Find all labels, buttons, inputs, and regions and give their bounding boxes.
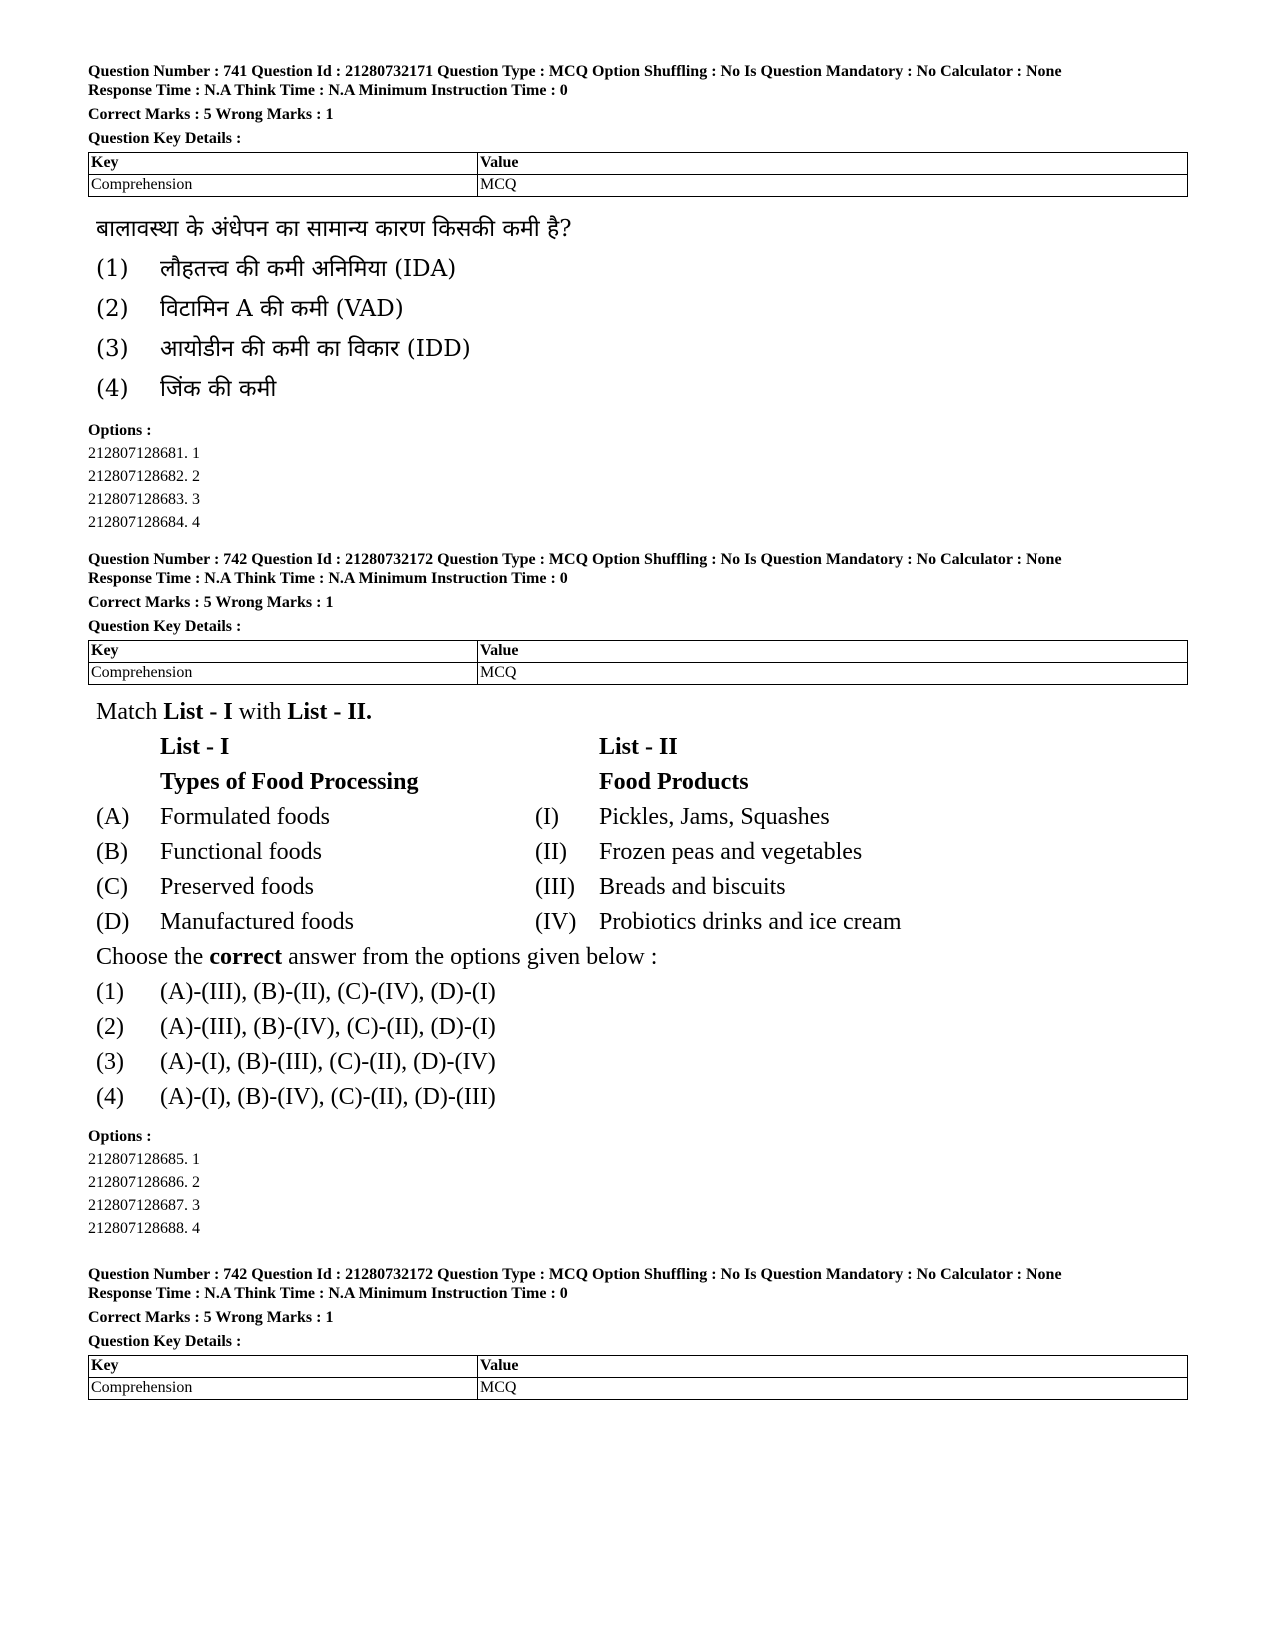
choice-row bbox=[96, 289, 1188, 329]
question-header bbox=[88, 1265, 1188, 1351]
list-one-title: List - I bbox=[160, 734, 230, 760]
choice-text: (A)-(I), (B)-(III), (C)-(II), (D)-(IV) bbox=[160, 1049, 496, 1075]
intro-list-one: List - I bbox=[163, 699, 233, 725]
choose-text: Choose the bbox=[96, 944, 210, 970]
table-header-row bbox=[89, 1356, 1188, 1378]
choose-emphasis: correct bbox=[209, 944, 283, 970]
key-header-cell: Key bbox=[89, 641, 478, 663]
list-one-subtitle: Types of Food Processing bbox=[160, 769, 419, 795]
option-id: 212807128685. 1 bbox=[88, 1151, 200, 1168]
option-id: 212807128687. 3 bbox=[88, 1197, 200, 1214]
match-left-label: (B) bbox=[96, 839, 128, 865]
choice-number: (1) bbox=[96, 979, 124, 1005]
choice-text: (A)-(III), (B)-(II), (C)-(IV), (D)-(I) bbox=[160, 979, 496, 1005]
choice-row bbox=[96, 1010, 1188, 1045]
intro-text: with bbox=[232, 699, 288, 725]
key-header-cell: Key bbox=[89, 153, 478, 175]
question-block-742-repeat bbox=[88, 1265, 1188, 1400]
match-left-label: (D) bbox=[96, 909, 130, 935]
value-cell: MCQ bbox=[478, 663, 1188, 685]
key-details-label: Question Key Details : bbox=[88, 1333, 242, 1350]
list-two-subtitle: Food Products bbox=[599, 769, 749, 795]
question-block-741 bbox=[88, 62, 1188, 534]
choice-row bbox=[96, 1045, 1188, 1080]
choice-number: (2) bbox=[96, 296, 129, 322]
choose-text: answer from the options given below : bbox=[282, 944, 658, 970]
question-text: बालावस्था के अंधेपन का सामान्य कारण किसकी कमी है? bbox=[96, 216, 572, 242]
match-left-text: Preserved foods bbox=[160, 874, 314, 900]
table-header-row bbox=[89, 153, 1188, 175]
choice-text: विटामिन A की कमी (VAD) bbox=[160, 296, 404, 322]
match-left-text: Manufactured foods bbox=[160, 909, 354, 935]
option-id: 212807128681. 1 bbox=[88, 445, 200, 462]
table-row bbox=[89, 1378, 1188, 1400]
key-details-table bbox=[88, 152, 1188, 197]
choice-row bbox=[96, 975, 1188, 1010]
choice-number: (4) bbox=[96, 376, 129, 402]
choice-text: (A)-(I), (B)-(IV), (C)-(II), (D)-(III) bbox=[160, 1084, 496, 1110]
choice-number: (1) bbox=[96, 256, 129, 282]
question-timing-line: Response Time : N.A Think Time : N.A Minimum Instruction Time : 0 bbox=[88, 82, 568, 99]
option-id: 212807128688. 4 bbox=[88, 1220, 200, 1237]
key-cell: Comprehension bbox=[89, 175, 478, 197]
choice-number: (4) bbox=[96, 1084, 124, 1110]
choice-row bbox=[96, 249, 1188, 289]
choice-row bbox=[96, 1080, 1188, 1115]
question-marks: Correct Marks : 5 Wrong Marks : 1 bbox=[88, 106, 334, 123]
list-title-row bbox=[96, 730, 1188, 765]
options-label: Options : bbox=[88, 422, 152, 439]
choice-text: जिंक की कमी bbox=[160, 376, 277, 402]
match-right-label: (I) bbox=[535, 804, 559, 830]
question-marks: Correct Marks : 5 Wrong Marks : 1 bbox=[88, 1309, 334, 1326]
option-id: 212807128682. 2 bbox=[88, 468, 200, 485]
match-row bbox=[96, 800, 1188, 835]
question-meta-line: Question Number : 742 Question Id : 21280732172 Question Type : MCQ Option Shuffling : No Is Question Mandatory : No Calculator : None bbox=[88, 1266, 1062, 1283]
value-cell: MCQ bbox=[478, 1378, 1188, 1400]
match-right-text: Frozen peas and vegetables bbox=[599, 839, 863, 865]
question-timing-line: Response Time : N.A Think Time : N.A Minimum Instruction Time : 0 bbox=[88, 1285, 568, 1302]
question-intro bbox=[96, 695, 1188, 730]
match-right-text: Breads and biscuits bbox=[599, 874, 786, 900]
choice-number: (2) bbox=[96, 1014, 124, 1040]
match-left-text: Functional foods bbox=[160, 839, 322, 865]
match-right-label: (IV) bbox=[535, 909, 577, 935]
key-details-label: Question Key Details : bbox=[88, 130, 242, 147]
match-row bbox=[96, 905, 1188, 940]
key-header-cell: Key bbox=[89, 1356, 478, 1378]
match-left-text: Formulated foods bbox=[160, 804, 330, 830]
question-body bbox=[96, 695, 1188, 1115]
choice-row bbox=[96, 329, 1188, 369]
match-right-label: (III) bbox=[535, 874, 575, 900]
choose-instruction bbox=[96, 940, 1188, 975]
question-body bbox=[96, 209, 1188, 409]
question-header bbox=[88, 62, 1188, 148]
value-header-cell: Value bbox=[478, 1356, 1188, 1378]
question-timing-line: Response Time : N.A Think Time : N.A Minimum Instruction Time : 0 bbox=[88, 570, 568, 587]
key-cell: Comprehension bbox=[89, 663, 478, 685]
option-id: 212807128686. 2 bbox=[88, 1174, 200, 1191]
key-cell: Comprehension bbox=[89, 1378, 478, 1400]
options-label: Options : bbox=[88, 1128, 152, 1145]
match-left-label: (A) bbox=[96, 804, 130, 830]
question-block-742 bbox=[88, 550, 1188, 1240]
match-left-label: (C) bbox=[96, 874, 128, 900]
question-marks: Correct Marks : 5 Wrong Marks : 1 bbox=[88, 594, 334, 611]
intro-text: Match bbox=[96, 699, 164, 725]
choice-text: आयोडीन की कमी का विकार (IDD) bbox=[160, 336, 471, 362]
value-header-cell: Value bbox=[478, 641, 1188, 663]
choice-number: (3) bbox=[96, 336, 129, 362]
choice-text: लौहतत्त्व की कमी अनिमिया (IDA) bbox=[160, 256, 457, 282]
list-subtitle-row bbox=[96, 765, 1188, 800]
table-row bbox=[89, 175, 1188, 197]
match-row bbox=[96, 870, 1188, 905]
value-header-cell: Value bbox=[478, 153, 1188, 175]
key-details-label: Question Key Details : bbox=[88, 618, 242, 635]
choice-text: (A)-(III), (B)-(IV), (C)-(II), (D)-(I) bbox=[160, 1014, 496, 1040]
value-cell: MCQ bbox=[478, 175, 1188, 197]
question-header bbox=[88, 550, 1188, 636]
choice-number: (3) bbox=[96, 1049, 124, 1075]
match-right-text: Pickles, Jams, Squashes bbox=[599, 804, 830, 830]
option-id: 212807128684. 4 bbox=[88, 514, 200, 531]
key-details-table bbox=[88, 640, 1188, 685]
match-right-label: (II) bbox=[535, 839, 567, 865]
option-id: 212807128683. 3 bbox=[88, 491, 200, 508]
key-details-table bbox=[88, 1355, 1188, 1400]
match-row bbox=[96, 835, 1188, 870]
table-header-row bbox=[89, 641, 1188, 663]
choice-row bbox=[96, 369, 1188, 409]
question-meta-line: Question Number : 741 Question Id : 21280732171 Question Type : MCQ Option Shuffling : No Is Question Mandatory : No Calculator : None bbox=[88, 63, 1062, 80]
table-row bbox=[89, 663, 1188, 685]
list-two-title: List - II bbox=[599, 734, 678, 760]
question-meta-line: Question Number : 742 Question Id : 21280732172 Question Type : MCQ Option Shuffling : No Is Question Mandatory : No Calculator : None bbox=[88, 551, 1062, 568]
intro-list-two: List - II. bbox=[287, 699, 373, 725]
match-right-text: Probiotics drinks and ice cream bbox=[599, 909, 902, 935]
